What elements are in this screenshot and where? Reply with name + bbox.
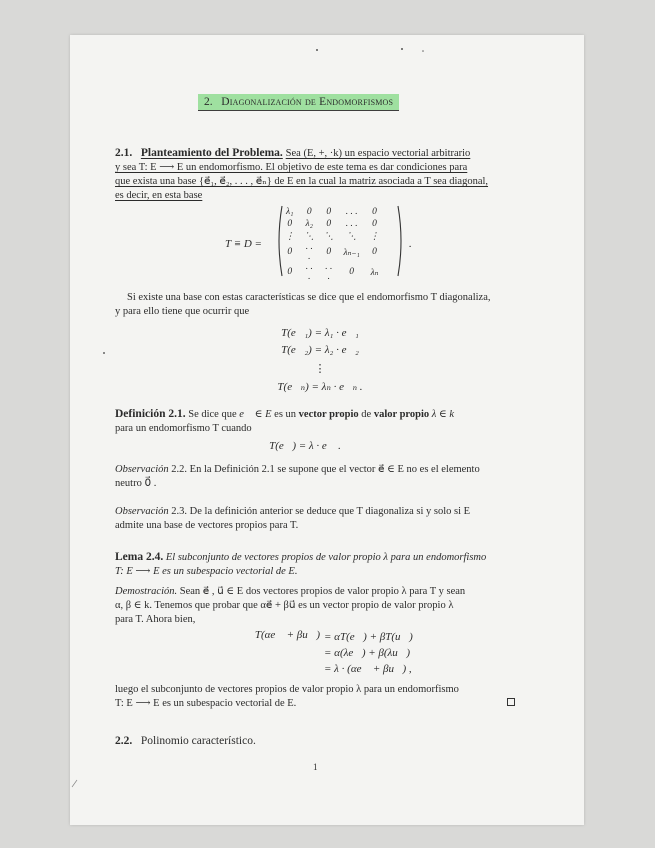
matrix-cell: ⋮: [285, 231, 295, 242]
matrix-cell: λₙ₋₁: [343, 247, 360, 258]
text-line: que exista una base {e⃗₁, e⃗₂, . . . , e⃗ₙ} de E en la cual la matriz asociada a T sea diagonal,: [115, 176, 489, 187]
align-rhs: = α(λe⃗) + β(λu⃗): [324, 647, 411, 659]
text-span: de: [361, 409, 372, 420]
matrix-cell: 0: [287, 267, 293, 277]
subsection-2-2: [115, 735, 256, 747]
section-title: Diagonalización de Endomorfismos: [221, 96, 394, 108]
align-lhs: T(αe⃗ + βu⃗): [254, 629, 320, 641]
text-line: y para ello tiene que ocurrir que: [115, 306, 250, 317]
matrix-row: [280, 262, 384, 282]
matrix-cell: 0: [326, 247, 332, 257]
matrix-cell: 0: [326, 219, 332, 229]
text-line: admite una base de vectores propios para T.: [115, 520, 299, 531]
document-page: [70, 35, 584, 825]
section-heading: [198, 94, 399, 111]
term-valor-propio: valor propio: [373, 409, 430, 420]
subsection-number: 2.2.: [115, 735, 133, 747]
matrix-cell: ⋮: [369, 231, 380, 242]
text-line: T: E ⟶ E es un subespacio vectorial de E.: [115, 566, 298, 577]
term-vector-propio: vector propio: [298, 409, 359, 420]
matrix-cell: 0: [372, 219, 377, 229]
matrix-cell: 0: [326, 207, 332, 217]
matrix-row: [280, 230, 384, 242]
matrix-cell: λₙ: [370, 267, 379, 278]
matrix-cell: . . .: [305, 242, 313, 262]
text-line: es decir, en esta base: [115, 190, 203, 201]
matrix-cell: 0: [372, 207, 377, 217]
text-line: Sea (E, +, ·k) un espacio vectorial arbitrario: [285, 148, 471, 159]
text-span: Se dice que: [188, 409, 237, 420]
page-number: 1: [313, 762, 318, 772]
text-span: 2.2. En la Definición 2.1 se supone que el vector e⃗ ∈ E no es el elemento: [171, 464, 480, 475]
proof-label: Demostración.: [115, 586, 178, 597]
matrix-cell: ⋱: [346, 231, 357, 242]
text-line: para T. Ahora bien,: [115, 614, 196, 625]
matrix-cell: λ₁: [286, 207, 294, 217]
matrix-cell: 0: [349, 267, 355, 277]
text-span: es un: [274, 409, 297, 420]
matrix-cell: . . .: [345, 219, 358, 229]
matrix-cell: ⋱: [324, 231, 334, 242]
observation-label: Observación: [115, 506, 169, 517]
text-line: neutro 0⃗ .: [115, 478, 157, 489]
proof: [115, 585, 560, 627]
observation-2-3: [115, 505, 560, 533]
matrix-cell: . . .: [325, 262, 333, 282]
text-line: y sea T: E ⟶ E un endomorfismo. El objetivo de este tema es dar condiciones para: [115, 162, 468, 173]
qed-box: [507, 698, 515, 706]
paragraph-diagonaliza: [115, 291, 560, 319]
text-span: Sean e⃗ , u⃗ ∈ E dos vectores propios de valor propio λ para T y sean: [179, 586, 466, 597]
section-number: 2.: [204, 96, 213, 108]
matrix-table: [280, 206, 384, 282]
text-line: para un endomorfismo T cuando: [115, 423, 252, 434]
math-span: λ ∈ k: [431, 409, 455, 420]
matrix-cell: 0: [372, 247, 377, 257]
matrix-cell: . . .: [345, 207, 358, 217]
observation-label: Observación: [115, 464, 169, 475]
matrix-row: [280, 206, 384, 218]
align-rhs-block: [324, 629, 413, 677]
subsection-number: 2.1.: [115, 147, 133, 159]
lemma-2-4: [115, 550, 560, 579]
eigen-equations: [270, 325, 370, 396]
vertical-dots: ⋮: [314, 363, 326, 375]
definition-formula: T(e⃗) = λ · e⃗ .: [269, 440, 341, 452]
text-line: α, β ∈ k. Tenemos que probar que αe⃗ + βu⃗ es un vector propio de valor propio λ: [115, 600, 454, 611]
definition-label: Definición 2.1.: [115, 408, 186, 420]
matrix-cell: λ₂: [305, 219, 313, 229]
matrix-row: [280, 242, 384, 262]
math-span: e⃗ ∈ E: [239, 409, 272, 420]
text-line: T: E ⟶ E es un subespacio vectorial de E.: [115, 698, 297, 709]
subsection-2-1: [115, 146, 555, 203]
observation-2-2: [115, 463, 560, 491]
equation: T(e⃗₂) = λ₂ · e⃗₂: [281, 344, 359, 356]
matrix-cell: . . .: [305, 262, 313, 282]
matrix-cell: 0: [306, 207, 312, 217]
definition-2-1: [115, 407, 560, 453]
matrix-row: [280, 218, 384, 230]
matrix-cell: 0: [287, 247, 293, 257]
equation: T(e⃗ₙ) = λₙ · e⃗ₙ .: [277, 381, 363, 393]
matrix-cell: ⋱: [304, 231, 314, 242]
text-line: luego el subconjunto de vectores propios de valor propio λ para un endomorfismo: [115, 684, 459, 695]
lemma-label: Lema 2.4.: [115, 551, 164, 563]
matrix-period: .: [409, 238, 412, 250]
equation: T(e⃗₁) = λ₁ · e⃗₁: [281, 327, 359, 339]
align-rhs: = αT(e⃗) + βT(u⃗): [324, 631, 413, 643]
matrix-cell: 0: [287, 219, 293, 229]
subsection-title: Polinomio característico.: [140, 735, 256, 747]
align-rhs: = λ · (αe⃗ + βu⃗) ,: [324, 663, 412, 675]
text-span: 2.3. De la definición anterior se deduce que T diagonaliza si y solo si E: [171, 506, 471, 517]
text-line: Si existe una base con estas características se dice que el endomorfismo T diagonaliza,: [127, 292, 491, 303]
text-span: El subconjunto de vectores propios de valor propio λ para un endomorfismo: [165, 552, 487, 563]
right-paren: [397, 205, 405, 277]
matrix-lhs: T ≡ D =: [225, 238, 262, 250]
proof-conclusion: [115, 683, 560, 711]
subsection-title: Planteamiento del Problema.: [140, 147, 283, 159]
